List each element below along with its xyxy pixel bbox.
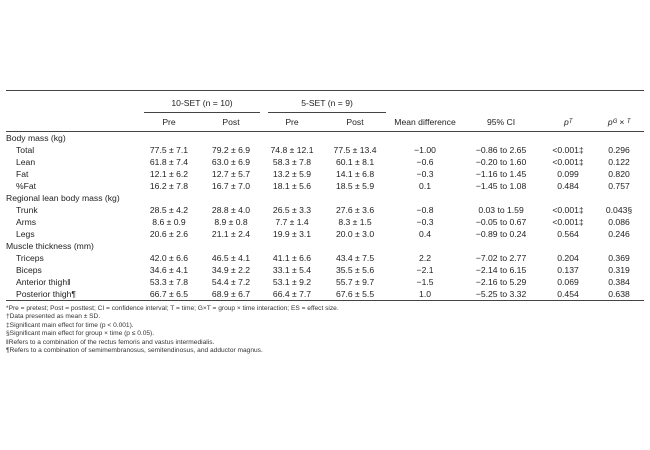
cell-ci: −1.16 to 1.45: [475, 169, 527, 179]
cell-pre10: 20.6 ± 2.6: [149, 229, 189, 239]
cell-post5: 55.7 ± 9.7: [335, 277, 375, 287]
cell-pgt: 0.820: [608, 169, 630, 179]
cell-pgt: 0.296: [608, 145, 630, 155]
cell-post10: 8.9 ± 0.8: [214, 217, 248, 227]
cell-post5: 14.1 ± 6.8: [335, 169, 375, 179]
cell-ci: −2.16 to 5.29: [475, 277, 527, 287]
cell-ci: −1.45 to 1.08: [475, 181, 527, 191]
table-row: [6, 228, 644, 240]
group-label-5set: 5-SET (n = 9): [268, 97, 386, 113]
cell-ci: −2.14 to 6.15: [475, 265, 527, 275]
cell-pt: <0.001‡: [552, 145, 584, 155]
cell-pt: <0.001‡: [552, 217, 584, 227]
footnote: ¶Refers to a combination of semimembranosus, semitendinosus, and adductor magnus.: [6, 347, 263, 355]
cell-pre5: 53.1 ± 9.2: [272, 277, 312, 287]
cell-ci: −0.05 to 0.67: [475, 217, 527, 227]
cell-pre5: 58.3 ± 7.8: [272, 157, 312, 167]
cell-pgt: 0.122: [608, 157, 630, 167]
cell-post5: 67.6 ± 5.5: [335, 289, 375, 299]
col-p-time: [542, 113, 594, 132]
cell-ci: −5.25 to 3.32: [475, 289, 527, 299]
row-label: Anterior thigh‖: [16, 277, 71, 287]
cell-post10: 79.2 ± 6.9: [211, 145, 251, 155]
cell-pt: 0.137: [557, 265, 579, 275]
cell-post10: 34.9 ± 2.2: [211, 265, 251, 275]
cell-post5: 43.4 ± 7.5: [335, 253, 375, 263]
group-header-10set: [140, 91, 264, 114]
cell-post10: 12.7 ± 5.7: [211, 169, 251, 179]
cell-pgt: 0.757: [608, 181, 630, 191]
cell-pt: <0.001‡: [552, 205, 584, 215]
cell-post5: 35.5 ± 5.6: [335, 265, 375, 275]
cell-pgt: 0.319: [608, 265, 630, 275]
header-row-groups: [6, 91, 644, 114]
cell-post10: 63.0 ± 6.9: [211, 157, 251, 167]
cell-post10: 28.8 ± 4.0: [211, 205, 251, 215]
footnote: §Significant main effect for group × time (p ≤ 0.05).: [6, 330, 155, 338]
cell-pre10: 12.1 ± 6.2: [149, 169, 189, 179]
footnote: ‡Significant main effect for time (p < 0.001).: [6, 321, 134, 329]
table-row: [6, 156, 644, 168]
cell-post5: 27.6 ± 3.6: [335, 205, 375, 215]
cell-diff: −0.3: [416, 217, 434, 227]
cell-pre10: 8.6 ± 0.9: [152, 217, 186, 227]
cell-ci: −0.86 to 2.65: [475, 145, 527, 155]
row-label: Triceps: [16, 253, 44, 263]
cell-pre5: 66.4 ± 7.7: [272, 289, 312, 299]
cell-pre10: 66.7 ± 6.5: [149, 289, 189, 299]
cell-pt: 0.564: [557, 229, 579, 239]
cell-pt: 0.454: [557, 289, 579, 299]
p-time-label: pᵀ: [563, 117, 573, 127]
col-pre-5: Pre: [285, 117, 299, 127]
table-body: [6, 91, 644, 301]
cell-pre5: 18.1 ± 5.6: [272, 181, 312, 191]
section-title: Regional lean body mass (kg): [6, 193, 120, 203]
cell-diff: −0.8: [416, 205, 434, 215]
cell-pre5: 13.2 ± 5.9: [272, 169, 312, 179]
col-post-5: Post: [346, 117, 364, 127]
group-label-10set: 10-SET (n = 10): [144, 97, 260, 113]
cell-post5: 77.5 ± 13.4: [333, 145, 377, 155]
cell-pt: 0.204: [557, 253, 579, 263]
row-label: Fat: [16, 169, 29, 179]
cell-pre10: 34.6 ± 4.1: [149, 265, 189, 275]
cell-post10: 46.5 ± 4.1: [211, 253, 251, 263]
cell-pgt: 0.086: [608, 217, 630, 227]
cell-diff: −0.3: [416, 169, 434, 179]
results-table: [6, 90, 644, 301]
cell-pre5: 33.1 ± 5.4: [272, 265, 312, 275]
cell-pre5: 19.9 ± 3.1: [272, 229, 312, 239]
section-header-row: [6, 240, 644, 252]
col-post-10: Post: [222, 117, 240, 127]
cell-pre10: 61.8 ± 7.4: [149, 157, 189, 167]
cell-pre10: 16.2 ± 7.8: [149, 181, 189, 191]
cell-pre5: 41.1 ± 6.6: [272, 253, 312, 263]
cell-pre10: 42.0 ± 6.6: [149, 253, 189, 263]
cell-pt: 0.484: [557, 181, 579, 191]
table-row: [6, 252, 644, 264]
table-row: [6, 264, 644, 276]
cell-ci: −0.20 to 1.60: [475, 157, 527, 167]
cell-pgt: 0.638: [608, 289, 630, 299]
cell-pgt: 0.043§: [605, 205, 633, 215]
cell-diff: 2.2: [419, 253, 431, 263]
cell-diff: −1.00: [414, 145, 436, 155]
row-label: Legs: [16, 229, 35, 239]
table-row: [6, 144, 644, 156]
cell-pre10: 28.5 ± 4.2: [149, 205, 189, 215]
col-pre-10: Pre: [162, 117, 176, 127]
cell-pgt: 0.246: [608, 229, 630, 239]
section-title: Muscle thickness (mm): [6, 241, 94, 251]
table-row: [6, 180, 644, 192]
cell-ci: −0.89 to 0.24: [475, 229, 527, 239]
cell-post10: 21.1 ± 2.4: [211, 229, 251, 239]
cell-post10: 54.4 ± 7.2: [211, 277, 251, 287]
cell-diff: −0.6: [416, 157, 434, 167]
row-label: Posterior thigh¶: [16, 289, 77, 299]
col-95ci: 95% CI: [486, 117, 516, 127]
table-row: [6, 216, 644, 228]
footnote: *Pre = pretest; Post = posttest; CI = confidence interval; T = time; G×T = group × time interaction; ES = effect size.: [6, 305, 339, 312]
cell-pt: <0.001‡: [552, 157, 584, 167]
col-mean-difference: Mean difference: [394, 117, 456, 127]
cell-diff: 1.0: [419, 289, 431, 299]
cell-post5: 60.1 ± 8.1: [335, 157, 375, 167]
cell-diff: 0.4: [419, 229, 431, 239]
cell-post5: 18.5 ± 5.9: [335, 181, 375, 191]
cell-pre10: 77.5 ± 7.1: [149, 145, 189, 155]
row-label: Trunk: [16, 205, 38, 215]
header-row-columns: [6, 113, 644, 132]
footnote: ‖Refers to a combination of the rectus femoris and vastus intermedialis.: [6, 338, 215, 346]
cell-post5: 8.3 ± 1.5: [338, 217, 372, 227]
cell-post10: 16.7 ± 7.0: [211, 181, 251, 191]
cell-diff: −2.1: [416, 265, 434, 275]
row-label: Lean: [16, 157, 36, 167]
footnote: †Data presented as mean ± SD.: [6, 313, 101, 321]
cell-pgt: 0.384: [608, 277, 630, 287]
footnotes: [6, 305, 646, 355]
section-title: Body mass (kg): [6, 133, 66, 143]
table-row: [6, 168, 644, 180]
cell-pre10: 53.3 ± 7.8: [149, 277, 189, 287]
col-p-interaction: [594, 113, 644, 132]
table-row: [6, 288, 644, 301]
cell-pre5: 26.5 ± 3.3: [272, 205, 312, 215]
cell-pt: 0.069: [557, 277, 579, 287]
table-row: [6, 204, 644, 216]
group-header-5set: [264, 91, 390, 114]
cell-pre5: 7.7 ± 1.4: [275, 217, 309, 227]
p-interaction-label: pᴳ × ᵀ: [607, 117, 631, 127]
cell-pre5: 74.8 ± 12.1: [270, 145, 314, 155]
cell-diff: −1.5: [416, 277, 434, 287]
row-label: %Fat: [16, 181, 37, 191]
cell-post5: 20.0 ± 3.0: [335, 229, 375, 239]
cell-diff: 0.1: [419, 181, 431, 191]
row-label: Arms: [16, 217, 37, 227]
row-label: Total: [16, 145, 35, 155]
table-row: [6, 276, 644, 288]
cell-ci: 0.03 to 1.59: [478, 205, 524, 215]
cell-ci: −7.02 to 2.77: [475, 253, 527, 263]
cell-pt: 0.099: [557, 169, 579, 179]
row-label: Biceps: [16, 265, 42, 275]
section-header-row: [6, 192, 644, 204]
section-header-row: [6, 132, 644, 145]
cell-post10: 68.9 ± 6.7: [211, 289, 251, 299]
cell-pgt: 0.369: [608, 253, 630, 263]
